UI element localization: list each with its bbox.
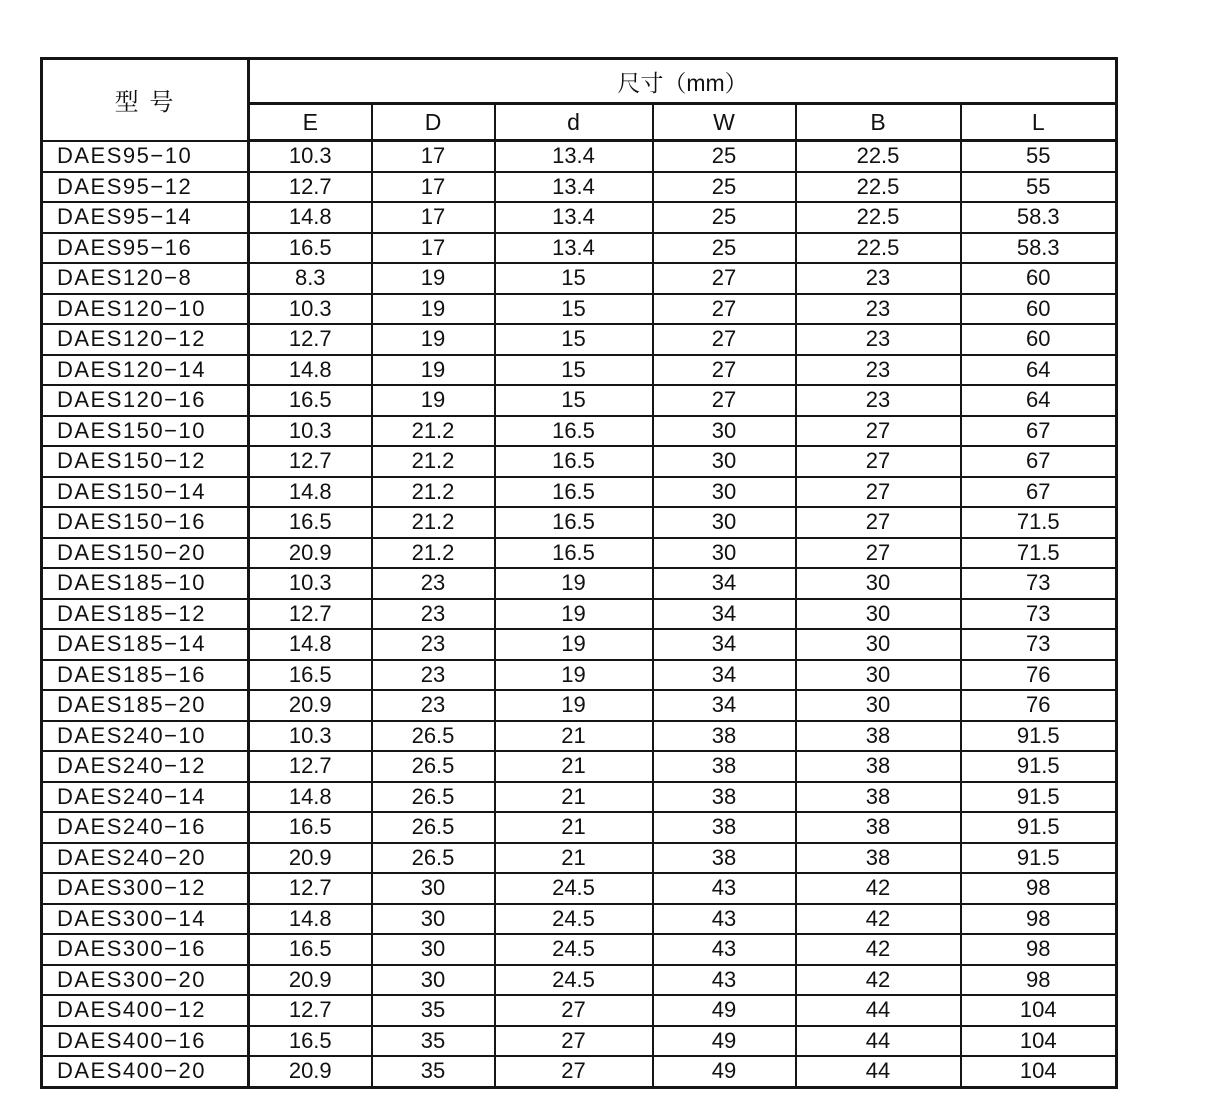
- value-cell: 38: [653, 782, 796, 813]
- value-cell: 38: [653, 751, 796, 782]
- value-cell: 20.9: [249, 538, 372, 569]
- model-cell: DAES95−14: [42, 202, 249, 233]
- model-cell: DAES300−20: [42, 965, 249, 996]
- value-cell: 35: [372, 1056, 495, 1087]
- table-row: [42, 782, 1117, 813]
- value-cell: 15: [495, 263, 653, 294]
- model-cell: DAES120−12: [42, 324, 249, 355]
- value-cell: 35: [372, 995, 495, 1026]
- model-cell: DAES120−16: [42, 385, 249, 416]
- value-cell: 104: [961, 1026, 1117, 1057]
- table-row: [42, 690, 1117, 721]
- value-cell: 22.5: [796, 233, 961, 264]
- table-row: [42, 233, 1117, 264]
- model-cell: DAES400−16: [42, 1026, 249, 1057]
- value-cell: 73: [961, 599, 1117, 630]
- value-cell: 13.4: [495, 233, 653, 264]
- table-row: [42, 263, 1117, 294]
- col-header-d: d: [495, 104, 653, 141]
- model-cell: DAES300−14: [42, 904, 249, 935]
- value-cell: 38: [653, 812, 796, 843]
- value-cell: 71.5: [961, 507, 1117, 538]
- value-cell: 98: [961, 904, 1117, 935]
- value-cell: 24.5: [495, 965, 653, 996]
- table-row: [42, 416, 1117, 447]
- value-cell: 16.5: [495, 446, 653, 477]
- value-cell: 25: [653, 233, 796, 264]
- table-row: [42, 934, 1117, 965]
- value-cell: 98: [961, 873, 1117, 904]
- value-cell: 16.5: [495, 507, 653, 538]
- value-cell: 21.2: [372, 477, 495, 508]
- value-cell: 21.2: [372, 416, 495, 447]
- value-cell: 67: [961, 477, 1117, 508]
- value-cell: 25: [653, 172, 796, 203]
- value-cell: 104: [961, 995, 1117, 1026]
- model-column-header: 型 号: [42, 59, 249, 141]
- value-cell: 19: [495, 690, 653, 721]
- table-row: [42, 599, 1117, 630]
- value-cell: 26.5: [372, 782, 495, 813]
- value-cell: 14.8: [249, 202, 372, 233]
- value-cell: 30: [796, 660, 961, 691]
- dimension-group-header: 尺寸（mm）: [249, 59, 1117, 104]
- col-header-W: W: [653, 104, 796, 141]
- model-cell: DAES95−16: [42, 233, 249, 264]
- value-cell: 16.5: [249, 385, 372, 416]
- col-header-B: B: [796, 104, 961, 141]
- value-cell: 19: [495, 568, 653, 599]
- value-cell: 30: [653, 446, 796, 477]
- value-cell: 21.2: [372, 507, 495, 538]
- value-cell: 13.4: [495, 141, 653, 172]
- value-cell: 27: [653, 263, 796, 294]
- value-cell: 27: [796, 416, 961, 447]
- value-cell: 55: [961, 141, 1117, 172]
- value-cell: 30: [372, 904, 495, 935]
- model-cell: DAES150−14: [42, 477, 249, 508]
- value-cell: 91.5: [961, 751, 1117, 782]
- value-cell: 23: [796, 294, 961, 325]
- value-cell: 23: [796, 355, 961, 386]
- value-cell: 27: [796, 446, 961, 477]
- value-cell: 19: [372, 294, 495, 325]
- value-cell: 10.3: [249, 141, 372, 172]
- value-cell: 71.5: [961, 538, 1117, 569]
- table-row: [42, 1056, 1117, 1087]
- table-row: [42, 507, 1117, 538]
- value-cell: 24.5: [495, 904, 653, 935]
- table-row: [42, 995, 1117, 1026]
- value-cell: 42: [796, 934, 961, 965]
- value-cell: 17: [372, 141, 495, 172]
- value-cell: 98: [961, 934, 1117, 965]
- value-cell: 17: [372, 202, 495, 233]
- value-cell: 76: [961, 660, 1117, 691]
- value-cell: 34: [653, 690, 796, 721]
- value-cell: 34: [653, 568, 796, 599]
- value-cell: 10.3: [249, 721, 372, 752]
- value-cell: 30: [796, 690, 961, 721]
- value-cell: 23: [796, 385, 961, 416]
- value-cell: 34: [653, 629, 796, 660]
- value-cell: 30: [796, 568, 961, 599]
- value-cell: 64: [961, 385, 1117, 416]
- value-cell: 16.5: [249, 934, 372, 965]
- value-cell: 104: [961, 1056, 1117, 1087]
- model-cell: DAES150−20: [42, 538, 249, 569]
- value-cell: 24.5: [495, 873, 653, 904]
- value-cell: 8.3: [249, 263, 372, 294]
- value-cell: 67: [961, 446, 1117, 477]
- value-cell: 20.9: [249, 690, 372, 721]
- model-cell: DAES185−14: [42, 629, 249, 660]
- table-row: [42, 202, 1117, 233]
- value-cell: 60: [961, 324, 1117, 355]
- value-cell: 67: [961, 416, 1117, 447]
- value-cell: 12.7: [249, 873, 372, 904]
- value-cell: 23: [796, 263, 961, 294]
- model-cell: DAES95−12: [42, 172, 249, 203]
- value-cell: 42: [796, 873, 961, 904]
- value-cell: 43: [653, 873, 796, 904]
- table-row: [42, 873, 1117, 904]
- value-cell: 12.7: [249, 995, 372, 1026]
- value-cell: 20.9: [249, 843, 372, 874]
- value-cell: 14.8: [249, 904, 372, 935]
- table-row: [42, 568, 1117, 599]
- value-cell: 21: [495, 843, 653, 874]
- value-cell: 30: [372, 965, 495, 996]
- table-row: [42, 843, 1117, 874]
- value-cell: 14.8: [249, 782, 372, 813]
- value-cell: 76: [961, 690, 1117, 721]
- model-cell: DAES120−14: [42, 355, 249, 386]
- value-cell: 27: [495, 1056, 653, 1087]
- value-cell: 13.4: [495, 172, 653, 203]
- value-cell: 12.7: [249, 751, 372, 782]
- value-cell: 73: [961, 568, 1117, 599]
- model-cell: DAES300−16: [42, 934, 249, 965]
- value-cell: 23: [372, 599, 495, 630]
- value-cell: 26.5: [372, 843, 495, 874]
- model-cell: DAES95−10: [42, 141, 249, 172]
- dimension-spec-table: [40, 57, 1118, 1089]
- value-cell: 27: [495, 1026, 653, 1057]
- table-row: [42, 355, 1117, 386]
- table-row: [42, 660, 1117, 691]
- value-cell: 44: [796, 995, 961, 1026]
- value-cell: 91.5: [961, 721, 1117, 752]
- model-cell: DAES185−20: [42, 690, 249, 721]
- value-cell: 30: [653, 507, 796, 538]
- value-cell: 44: [796, 1056, 961, 1087]
- value-cell: 21: [495, 751, 653, 782]
- value-cell: 42: [796, 904, 961, 935]
- value-cell: 38: [796, 721, 961, 752]
- value-cell: 10.3: [249, 416, 372, 447]
- value-cell: 91.5: [961, 843, 1117, 874]
- value-cell: 43: [653, 904, 796, 935]
- model-cell: DAES120−8: [42, 263, 249, 294]
- model-cell: DAES150−12: [42, 446, 249, 477]
- model-cell: DAES185−16: [42, 660, 249, 691]
- value-cell: 21: [495, 812, 653, 843]
- value-cell: 20.9: [249, 965, 372, 996]
- value-cell: 15: [495, 324, 653, 355]
- value-cell: 30: [372, 873, 495, 904]
- table-row: [42, 294, 1117, 325]
- model-cell: DAES240−10: [42, 721, 249, 752]
- table-row: [42, 629, 1117, 660]
- value-cell: 19: [372, 263, 495, 294]
- model-cell: DAES240−14: [42, 782, 249, 813]
- value-cell: 64: [961, 355, 1117, 386]
- table-row: [42, 172, 1117, 203]
- value-cell: 91.5: [961, 782, 1117, 813]
- value-cell: 27: [495, 995, 653, 1026]
- value-cell: 19: [372, 324, 495, 355]
- value-cell: 24.5: [495, 934, 653, 965]
- value-cell: 19: [372, 355, 495, 386]
- value-cell: 15: [495, 294, 653, 325]
- model-cell: DAES185−10: [42, 568, 249, 599]
- value-cell: 16.5: [249, 812, 372, 843]
- value-cell: 21: [495, 721, 653, 752]
- value-cell: 49: [653, 995, 796, 1026]
- value-cell: 15: [495, 355, 653, 386]
- value-cell: 30: [796, 629, 961, 660]
- value-cell: 38: [796, 843, 961, 874]
- value-cell: 42: [796, 965, 961, 996]
- value-cell: 16.5: [249, 507, 372, 538]
- value-cell: 34: [653, 660, 796, 691]
- value-cell: 98: [961, 965, 1117, 996]
- model-cell: DAES120−10: [42, 294, 249, 325]
- value-cell: 19: [372, 385, 495, 416]
- value-cell: 27: [653, 324, 796, 355]
- value-cell: 38: [653, 843, 796, 874]
- value-cell: 27: [653, 385, 796, 416]
- col-header-L: L: [961, 104, 1117, 141]
- value-cell: 58.3: [961, 233, 1117, 264]
- spec-table-body: [42, 141, 1117, 1088]
- table-row: [42, 477, 1117, 508]
- value-cell: 12.7: [249, 172, 372, 203]
- value-cell: 16.5: [495, 416, 653, 447]
- value-cell: 35: [372, 1026, 495, 1057]
- value-cell: 49: [653, 1056, 796, 1087]
- value-cell: 23: [796, 324, 961, 355]
- value-cell: 26.5: [372, 812, 495, 843]
- value-cell: 22.5: [796, 172, 961, 203]
- value-cell: 16.5: [495, 477, 653, 508]
- value-cell: 23: [372, 690, 495, 721]
- table-row: [42, 446, 1117, 477]
- table-row: [42, 751, 1117, 782]
- table-row: [42, 385, 1117, 416]
- col-header-E: E: [249, 104, 372, 141]
- value-cell: 16.5: [249, 233, 372, 264]
- value-cell: 27: [796, 477, 961, 508]
- value-cell: 19: [495, 599, 653, 630]
- value-cell: 27: [796, 507, 961, 538]
- value-cell: 13.4: [495, 202, 653, 233]
- value-cell: 44: [796, 1026, 961, 1057]
- value-cell: 17: [372, 233, 495, 264]
- value-cell: 10.3: [249, 568, 372, 599]
- model-cell: DAES185−12: [42, 599, 249, 630]
- value-cell: 38: [796, 751, 961, 782]
- value-cell: 43: [653, 934, 796, 965]
- value-cell: 38: [796, 782, 961, 813]
- value-cell: 17: [372, 172, 495, 203]
- table-row: [42, 721, 1117, 752]
- value-cell: 15: [495, 385, 653, 416]
- value-cell: 38: [796, 812, 961, 843]
- value-cell: 23: [372, 660, 495, 691]
- value-cell: 14.8: [249, 477, 372, 508]
- value-cell: 22.5: [796, 202, 961, 233]
- value-cell: 27: [653, 355, 796, 386]
- model-cell: DAES150−10: [42, 416, 249, 447]
- value-cell: 16.5: [249, 1026, 372, 1057]
- value-cell: 21.2: [372, 446, 495, 477]
- table-row: [42, 1026, 1117, 1057]
- value-cell: 30: [372, 934, 495, 965]
- value-cell: 21.2: [372, 538, 495, 569]
- model-cell: DAES400−12: [42, 995, 249, 1026]
- model-cell: DAES400−20: [42, 1056, 249, 1087]
- model-cell: DAES240−20: [42, 843, 249, 874]
- value-cell: 20.9: [249, 1056, 372, 1087]
- value-cell: 26.5: [372, 751, 495, 782]
- value-cell: 21: [495, 782, 653, 813]
- table-row: [42, 538, 1117, 569]
- value-cell: 34: [653, 599, 796, 630]
- value-cell: 12.7: [249, 324, 372, 355]
- value-cell: 60: [961, 263, 1117, 294]
- value-cell: 19: [495, 629, 653, 660]
- value-cell: 30: [796, 599, 961, 630]
- value-cell: 16.5: [249, 660, 372, 691]
- model-cell: DAES300−12: [42, 873, 249, 904]
- value-cell: 43: [653, 965, 796, 996]
- value-cell: 14.8: [249, 355, 372, 386]
- table-row: [42, 324, 1117, 355]
- col-header-D: D: [372, 104, 495, 141]
- value-cell: 12.7: [249, 446, 372, 477]
- value-cell: 30: [653, 538, 796, 569]
- table-row: [42, 904, 1117, 935]
- value-cell: 38: [653, 721, 796, 752]
- value-cell: 58.3: [961, 202, 1117, 233]
- value-cell: 16.5: [495, 538, 653, 569]
- value-cell: 27: [796, 538, 961, 569]
- value-cell: 25: [653, 202, 796, 233]
- model-cell: DAES150−16: [42, 507, 249, 538]
- value-cell: 23: [372, 629, 495, 660]
- value-cell: 19: [495, 660, 653, 691]
- value-cell: 26.5: [372, 721, 495, 752]
- value-cell: 55: [961, 172, 1117, 203]
- value-cell: 23: [372, 568, 495, 599]
- header-row-group: [42, 59, 1117, 104]
- value-cell: 30: [653, 477, 796, 508]
- value-cell: 60: [961, 294, 1117, 325]
- value-cell: 22.5: [796, 141, 961, 172]
- value-cell: 12.7: [249, 599, 372, 630]
- value-cell: 91.5: [961, 812, 1117, 843]
- model-cell: DAES240−12: [42, 751, 249, 782]
- table-row: [42, 965, 1117, 996]
- value-cell: 49: [653, 1026, 796, 1057]
- value-cell: 73: [961, 629, 1117, 660]
- value-cell: 25: [653, 141, 796, 172]
- model-cell: DAES240−16: [42, 812, 249, 843]
- table-row: [42, 141, 1117, 172]
- value-cell: 30: [653, 416, 796, 447]
- value-cell: 14.8: [249, 629, 372, 660]
- value-cell: 10.3: [249, 294, 372, 325]
- table-row: [42, 812, 1117, 843]
- value-cell: 27: [653, 294, 796, 325]
